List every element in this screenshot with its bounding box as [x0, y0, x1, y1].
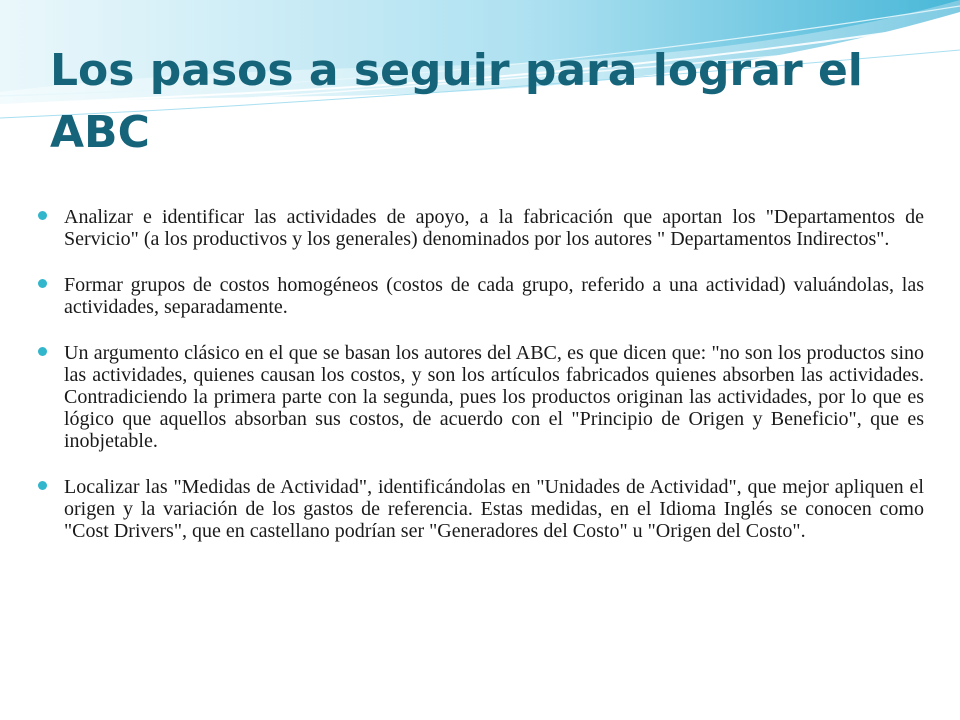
slide-title: Los pasos a seguir para lograr el ABC: [50, 45, 863, 158]
bullet-item: [38, 476, 924, 542]
bullet-text: Analizar e identificar las actividades de apoyo, a la fabricación que aportan los "Departamentos de Servicio" (a los productivos y los generales) denominados por los autores " Departamentos Indirectos".: [64, 206, 924, 250]
bullet-dot-icon: [38, 481, 47, 490]
bullet-dot-icon: [38, 279, 47, 288]
bullet-list: [38, 206, 924, 566]
bullet-text: Localizar las "Medidas de Actividad", identificándolas en "Unidades de Actividad", que mejor apliquen el origen y la variación de los gastos de referencia. Estas medidas, en el Idioma Inglés se conocen como "Cost Drivers", que en castellano podrían ser "Generadores del Costo" u "Origen del Costo".: [64, 476, 924, 542]
bullet-dot-icon: [38, 211, 47, 220]
bullet-item: [38, 342, 924, 452]
bullet-dot-icon: [38, 347, 47, 356]
bullet-text: Un argumento clásico en el que se basan los autores del ABC, es que dicen que: "no son los productos sino las actividades, quienes causan los costos, y son los artículos fabricados quienes absorben las actividades. Contradiciendo la primera parte con la segunda, pues los productos originan las actividades, por lo que es lógico que aquellos absorban sus costos, de acuerdo con el "Principio de Origen y Beneficio", que es inobjetable.: [64, 342, 924, 452]
bullet-item: [38, 206, 924, 250]
bullet-item: [38, 274, 924, 318]
bullet-text: Formar grupos de costos homogéneos (costos de cada grupo, referido a una actividad) valuándolas, las actividades, separadamente.: [64, 274, 924, 318]
